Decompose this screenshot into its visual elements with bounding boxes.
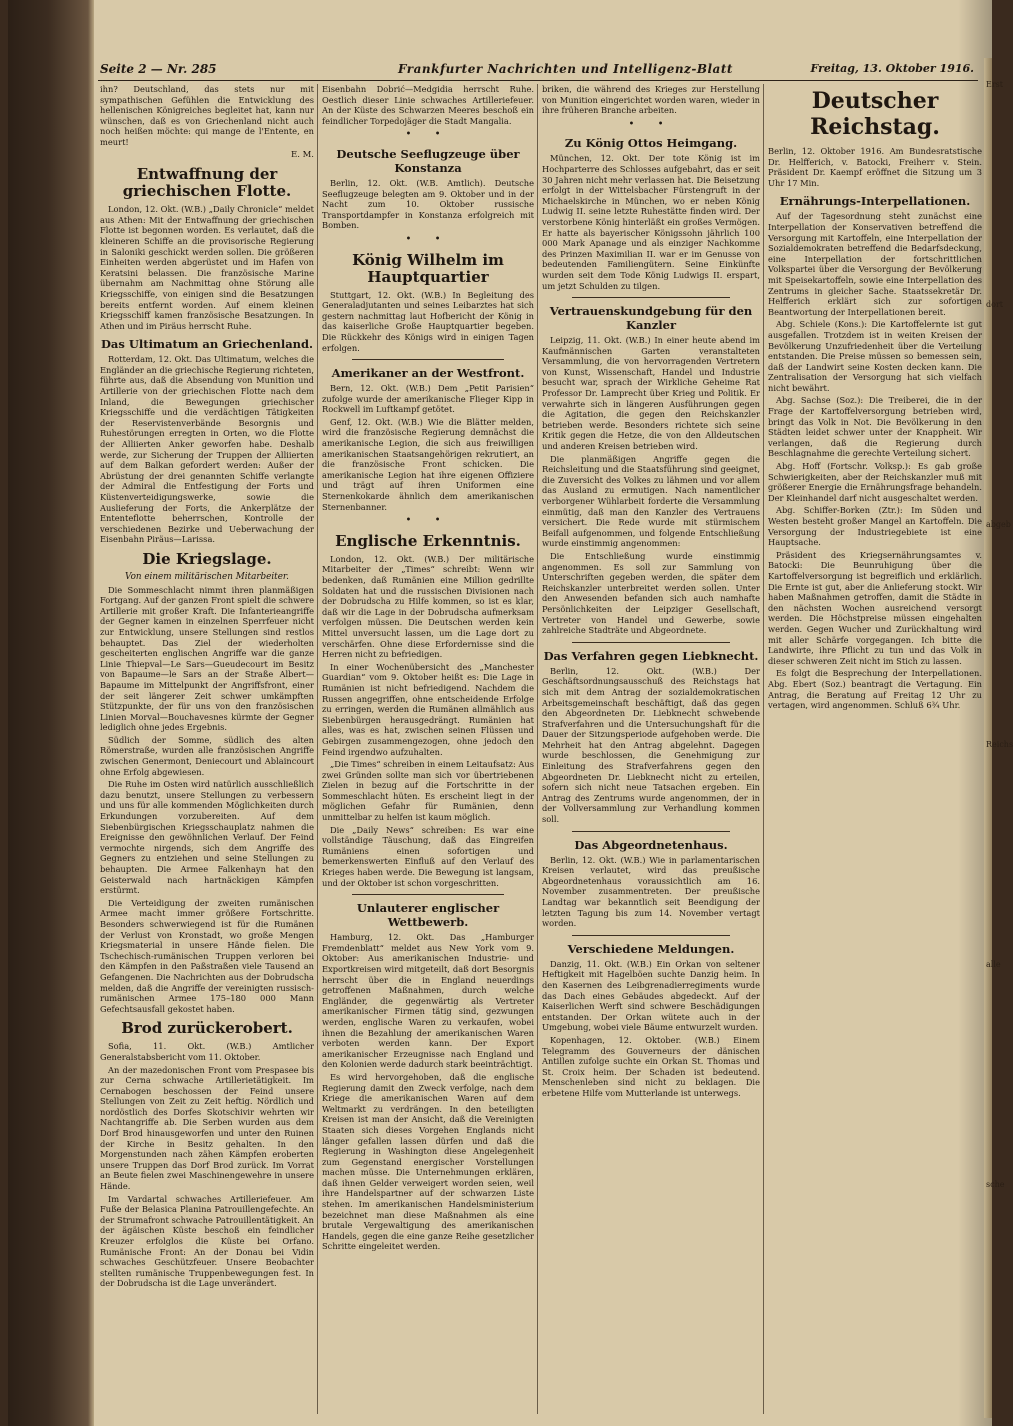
- edge-text-fragment: alle: [986, 960, 1001, 969]
- column-3: [542, 84, 760, 1414]
- section-divider: • •: [405, 233, 451, 245]
- article-text: Die planmäßigen Angriffe gegen die Reichsleitung und die Staatsführung sind geeignet, die Zuversicht des Volkes zu lähmen und vor allem das Ausland zu ermutigen. Nach namentlicher verborgener Wühlarbeit forderte die Versammlung einmütig, daß man den Kanzler des Vertrauens versichert. Die Rede wurde mit stürmischem Beifall aufgenommen, und folgende Entschließung wurde einstimmig angenommen:: [542, 453, 760, 549]
- article-text: Abg. Schiffer-Borken (Ztr.): Im Süden und Westen besteht großer Mangel an Kartoffeln. Die Versorgung der Industriegebiete ist eine Hauptsache.: [768, 505, 982, 548]
- article-text: München, 12. Okt. Der tote König ist im Hochparterre des Schlosses aufgebahrt, das er seit 30 Jahren nicht mehr verlassen hat. Die Beisetzung erfolgt in der Wittelsbacher Fürstengruft in der Michaelskirche in München, wo er neben König Ludwig II. seine letzte Ruhestätte finden wird. Der verstorbene König hinterläßt ein großes Vermögen. Er hatte als bayerischer Königssohn jährlich 100 000 Mark Apanage und als einziger Nachkomme des Prinzen Maximilian II. war er im Genusse von bedeutenden Familiengütern. Seine Einkünfte wurden seit dem Tode König Ludwigs II. erspart, um jetzt Schulden zu tilgen.: [542, 153, 760, 291]
- page-header: [98, 58, 978, 81]
- column-1: [100, 84, 314, 1414]
- headline-kriegslage: Die Kriegslage.: [142, 549, 272, 568]
- column-rule: [763, 84, 764, 1414]
- column-2: [322, 84, 534, 1414]
- headline-ernaehrungs-interpellationen: Ernährungs-Interpellationen.: [779, 194, 971, 209]
- article-signature: E. M.: [290, 149, 314, 160]
- article-text: Auf der Tagesordnung steht zunächst eine Interpellation der Konservativen betreffend die Versorgung mit Kartoffeln, eine Interpellation der Sozialdemokraten betreffend die Bedarfsdeckung, eine Interpellation der fortschrittlichen Volkspartei über die Versorgung der Bevölkerung mit Speisekartoffeln, sowie eine Interpellation des Zentrums in gleicher Sache. Staatssekretär Dr. Helfferich erklärt sich zur sofortigen Beantwortung der Interpellationen bereit.: [768, 211, 982, 317]
- article-text: Bern, 12. Okt. (W.B.) Dem „Petit Parisien“ zufolge wurde der amerikanische Flieger Kipp in Rockwell im Luftkampf getötet.: [322, 383, 534, 415]
- headline-koenig-otto: Zu König Ottos Heimgang.: [564, 136, 738, 151]
- headline-seeflugzeuge: Deutsche Seeflugzeuge über Konstanza: [336, 146, 520, 175]
- article-text: Abg. Hoff (Fortschr. Volksp.): Es gab große Schwierigkeiten, aber der Reichskanzler muß mit größerer Energie die Ernährungsfrage behandeln. Der Kleinhandel darf nicht ausgeschaltet werden.: [768, 461, 982, 503]
- article-text: Abg. Schiele (Kons.): Die Kartoffelernte ist gut ausgefallen. Trotzdem ist in weiten Kreisen der Bevölkerung Unzufriedenheit über die Verteilung entstanden. Die Preise müssen so bemessen sein, daß der Landwirt seine Kosten decken kann. Die Zentralisation der Versorgung hat sich vielfach nicht bewährt.: [768, 319, 982, 393]
- article-text: Die Sommeschlacht nimmt ihren planmäßigen Fortgang. Auf der ganzen Front spielt die schwere Artillerie mit großer Kraft. Die Infanterieangriffe der Gegner kamen in einzelnen Sperrfeuer nicht zur Entwicklung, unsere Stellungen sind restlos behauptet. Das Ziel der wiederholten gescheiterten englischen Angriffe war die ganze Linie Thiepval—Le Sars—Gueudecourt im Besitz von Bapaume—le Sars an der Straße Albert—Bapaume im Mittelpunkt der Angriffsfront, einer der seit längerer Zeit schwer umkämpften Stützpunkte, der für uns von den französischen Linien Morval—Bouchavesnes kürmte der Gegner lediglich ohne jedes Ergebnis.: [100, 584, 314, 733]
- edge-text-fragment: abgeb: [986, 520, 1011, 529]
- section-rule: [352, 359, 504, 360]
- section-divider: • •: [405, 515, 451, 527]
- book-binding: [8, 0, 94, 1426]
- section-rule: [352, 894, 504, 895]
- edge-text-fragment: Erst: [986, 80, 1003, 89]
- article-text: Eisenbahn Dobrić—Medgidia herrscht Ruhe. Oestlich dieser Linie schwaches Artilleriefeuer. An der Küste des Schwarzen Meeres beschoß ein feindlicher Torpedojäger die Stadt Mangalia.: [322, 84, 534, 126]
- article-text: Im Vardartal schwaches Artilleriefeuer. Am Fuße der Belasica Planina Patrouillengefechte. An der Strumafront schwache Patrouillentätigkeit. An der ägäischen Küste beschoß ein feindlicher Kreuzer erfolglos die Küste bei Orfano. Rumänische Front: An der Donau bei Vidin schwaches Geschützfeuer. Unsere Beobachter stellten rumänische Truppenbewegungen fest. In der Dobrudscha ist die Lage unverändert.: [100, 1193, 314, 1289]
- article-text: Sofia, 11. Okt. (W.B.) Amtlicher Generalstabsbericht vom 11. Oktober.: [100, 1041, 314, 1062]
- headline-verschiedene-meldungen: Verschiedene Meldungen.: [567, 941, 735, 956]
- header-newspaper-title: Frankfurter Nachrichten und Intelligenz-Blatt: [398, 62, 733, 76]
- edge-text-fragment: sche: [986, 1180, 1005, 1189]
- article-text: Berlin, 12. Oktober 1916. Am Bundesratstische Dr. Helfferich, v. Batocki, Freiherr v. Stein. Präsident Dr. Kaempf eröffnet die Sitzung um 3 Uhr 17 Min.: [768, 146, 982, 188]
- article-text: Berlin, 12. Okt. (W.B. Amtlich). Deutsche Seeflugzeuge belegten am 9. Oktober und in der Nacht zum 10. Oktober russische Transportdampfer in Konstanza erfolgreich mit Bomben.: [322, 177, 534, 231]
- article-text: Leipzig, 11. Okt. (W.B.) In einer heute abend im Kaufmännischen Garten veranstalteten Versammlung, die von hervorragenden Vertretern von Kunst, Wissenschaft, Handel und Industrie besucht war, sprach der Wirkliche Geheime Rat Professor Dr. Lamprecht über Krieg und Politik. Er verwahrte sich in längeren Ausführungen gegen die Agitation, die gegen den Reichskanzler betrieben werde. Besonders richtete sich seine Kritik gegen die Hetze, die von den Alldeutschen und anderen Kreisen betrieben wird.: [542, 335, 760, 452]
- article-text: Die Ruhe im Osten wird natürlich ausschließlich dazu benutzt, unsere Stellungen zu verbessern und uns für alle kommenden Möglichkeiten durch Erkundungen vorzubereiten. Auf dem Siebenbürgischen Kriegsschauplatz nahmen die Ereignisse den gewöhnlichen Verlauf. Der Feind vermochte nirgends, sich dem Angriffe des Gegners zu entziehen und seine Stellungen zu behaupten. Die Armee Falkenhayn hat den Geisterwald nach hartnäckigen Kämpfen erstürmt.: [100, 779, 314, 896]
- article-text: Berlin, 12. Okt. (W.B.) Wie in parlamentarischen Kreisen verlautet, wird das preußische Abgeordnetenhaus voraussichtlich am 16. November zusammentreten. Der preußische Landtag war bekanntlich seit Beendigung der letzten Tagung bis zum 14. November vertagt worden.: [542, 854, 760, 929]
- newspaper-page: [8, 0, 1013, 1426]
- article-text: Es wird hervorgehoben, daß die englische Regierung damit den Zweck verfolge, nach dem Kriege die amerikanischen Waren auf dem Weltmarkt zu verdrängen. In den beteiligten Kreisen ist man der Ansicht, daß die Vereinigten Staaten sich dieses Vorgehen Englands nicht länger gefallen lassen dürfen und daß die Regierung in Washington diese Angelegenheit zum Gegenstand energischer Vorstellungen machen müsse. Die Unternehmungen erklären, daß ihnen Gelder verweigert worden seien, weil ihre Handelspartner auf der schwarzen Liste stehen. Im amerikanischen Handelsministerium bezeichnet man diese Maßnahmen als eine brutale Vergewaltigung des amerikanischen Handels, gegen die eine ganze Reihe gesetzlicher Schritte eingeleitet werden.: [322, 1071, 534, 1252]
- section-rule: [572, 935, 730, 936]
- headline-abgeordnetenhaus: Das Abgeordnetenhaus.: [574, 837, 728, 852]
- article-text: Genf, 12. Okt. (W.B.) Wie die Blätter melden, wird die französische Regierung demnächst die amerikanische Legion, die sich aus freiwilligen amerikanischen Staatsangehörigen rekrutiert, an die französische Front schicken. Die amerikanische Legion hat ihre eigenen Offiziere und trägt auf ihren Uniformen eine Sternenkokarde ähnlich dem amerikanischen Sternenbanner.: [322, 416, 534, 512]
- article-text: Kopenhagen, 12. Oktober. (W.B.) Einem Telegramm des Gouverneurs der dänischen Antillen zufolge suchte ein Orkan St. Thomas und St. Croix heim. Der Schaden ist bedeutend. Menschenleben sind nicht zu beklagen. Die erbetene Hilfe vom Mutterlande ist unterwegs.: [542, 1034, 760, 1098]
- article-text: Die Verteidigung der zweiten rumänischen Armee macht immer größere Fortschritte. Besonders schwerwiegend ist für die Rumänen der Verlust von Kronstadt, wo große Mengen Kriegsmaterial in unsere Hände fielen. Die Tschechisch-rumänischen Truppen verloren bei den Kämpfen in den Paßstraßen viele Tausend an Gefangenen. Die Nachrichten aus der Dobrudscha melden, daß die Angriffe der vereinigten russisch-rumänischen Armee 175–180 000 Mann Gefechtsausfall gekostet haben.: [100, 897, 314, 1014]
- article-text: briken, die während des Krieges zur Herstellung von Munition eingerichtet worden waren, wieder in ihre früheren Branche arbeiten.: [542, 84, 760, 116]
- headline-koenig-wilhelm: König Wilhelm im Hauptquartier: [352, 250, 504, 286]
- headline-ultimatum: Das Ultimatum an Griechenland.: [100, 337, 314, 352]
- column-rule: [317, 84, 318, 1414]
- headline-englische-erkenntnis: Englische Erkenntnis.: [335, 531, 521, 550]
- article-text: „Die Times“ schreiben in einem Leitaufsatz: Aus zwei Gründen sollte man sich vor übertriebenen Zielen in bezug auf die Fortschritte in der Sommeschlacht hüten. Es erscheint liegt in der möglichen Gefahr für Rumänien, denn unmittelbar zu helfen ist kaum möglich.: [322, 759, 534, 823]
- section-divider: • •: [628, 118, 674, 130]
- section-divider: • •: [405, 129, 451, 141]
- article-text: An der mazedonischen Front vom Prespasee bis zur Cerna schwache Artillerietätigkeit. Im Cernabogen beschossen der Feind unsere Stellungen von Zeit zu Zeit heftig. Nördlich und nordöstlich des Dorfes Skotschivir wehrten wir Nachtangriffe ab. Die Serben wurden aus dem Dorf Brod hinausgeworfen und unter den Ruinen der Kirche in Besitz gehalten. In den Morgenstunden nach zähen Kämpfen eroberten unsere Truppen das Dorf Brod zurück. Im Vorrat an Beute fielen zwei Maschinengewehre in unsere Hände.: [100, 1064, 314, 1192]
- header-page-number: Seite 2 — Nr. 285: [100, 62, 217, 76]
- headline-liebknecht: Das Verfahren gegen Liebknecht.: [543, 648, 759, 663]
- section-rule: [572, 642, 730, 643]
- headline-amerikaner: Amerikaner an der Westfront.: [331, 366, 525, 381]
- header-date: Freitag, 13. Oktober 1916.: [810, 62, 974, 75]
- headline-brod: Brod zurückerobert.: [121, 1019, 293, 1038]
- article-text: ihn? Deutschland, das stets nur mit sympathischen Gefühlen die Entwicklung des hellenischen Königreiches begleitet hat, kann nur wünschen, daß es von Griechenland nicht auch noch heißen möchte: qui mange de l'Entente, en meurt!: [100, 84, 314, 147]
- article-text: Abg. Sachse (Soz.): Die Treiberei, die in der Frage der Kartoffelversorgung betrieben wird, bringt das Volk in Not. Die Bevölkerung in den Städten leidet schwer unter der Knappheit. Wir verlangen, daß die Regierung durch Beschlagnahme die gerechte Verteilung sichert.: [768, 395, 982, 459]
- article-text: London, 12. Okt. (W.B.) „Daily Chronicle“ meldet aus Athen: Mit der Entwaffnung der griechischen Flotte ist begonnen worden. Es verlautet, daß die kleineren Schiffe an die provisorische Regierung in Saloniki geschickt werden sollen. Die größeren Einheiten werden abgerüstet und im Hafen von Keratsini belassen. Die französische Marine übernahm am Nachmittag ohne Störung alle Kriegsschiffe, von einigen sind die Besatzungen bereits entfernt worden. Auf einem kleinen Kriegsschiff kamen französische Besatzungen. In Athen und im Piräus herrscht Ruhe.: [100, 204, 314, 331]
- article-text: London, 12. Okt. (W.B.) Der militärische Mitarbeiter der „Times“ schreibt: Wenn wir bedenken, daß Rumänien eine Million gedrillte Soldaten hat und die russischen Divisionen nach der Dobrudscha zu Hilfe kommen, so ist es klar, daß wir die Lage in der Dobrudscha aufmerksam verfolgen müssen. Die Deutschen werden kein Mittel unversucht lassen, um die Lage dort zu verschärfen. Ohne diese Erfordernisse sind die Herren nicht zu befriedigen.: [322, 553, 534, 660]
- headline-vertrauenskundgebung: Vertrauenskundgebung für den Kanzler: [549, 304, 753, 333]
- article-text: Präsident des Kriegsernährungsamtes v. Batocki: Die Beunruhigung über die Kartoffelversorgung ist begreiflich und erklärlich. Die Ernte ist gut, aber die Anlieferung stockt. Wir haben Maßnahmen getroffen, damit die Städte in den nächsten Wochen ausreichend versorgt werden. Die Höchstpreise müssen eingehalten werden. Gegen Wucher und Zurückhaltung wird mit aller Schärfe vorgegangen. Ich bitte die Landwirte, ihre Pflicht zu tun und das Volk in dieser schweren Zeit nicht im Stich zu lassen.: [768, 549, 982, 666]
- section-rule: [572, 297, 730, 298]
- edge-text-fragment: Reichs: [986, 740, 1013, 749]
- article-text: Die Entschließung wurde einstimmig angenommen. Es soll zur Sammlung von Unterschriften gegeben werden, die später dem Reichskanzler unterbreitet werden sollen. Unter den Anwesenden befanden sich auch namhafte Persönlichkeiten der Leipziger Gesellschaft, Vertreter von Handel und Gewerbe, sowie zahlreiche Stadträte und Abgeordnete.: [542, 550, 760, 636]
- column-4: [768, 84, 982, 1414]
- headline-entwaffnung: Entwaffnung der griechischen Flotte.: [122, 165, 292, 201]
- article-text: Es folgt die Besprechung der Interpellationen. Abg. Ebert (Soz.) beantragt die Vertagung. Ein Antrag, die Beratung auf Freitag 12 Uhr zu vertagen, wird angenommen. Schluß 6¾ Uhr.: [768, 668, 982, 711]
- article-text: In einer Wochenübersicht des „Manchester Guardian“ vom 9. Oktober heißt es: Die Lage in Rumänien ist nicht befriedigend. Nachdem die Russen angegriffen, ohne entscheidende Erfolge zu erringen, werden die Rumänen allmählich aus Siebenbürgen herausgedrängt. Rumänien hat alles, was es hat, zwischen seinen Flüssen und Gebirgen zusammengezogen, ohne jedoch den Feind irgendwo aufzuhalten.: [322, 661, 534, 757]
- byline: Von einem militärischen Mitarbeiter.: [125, 571, 289, 582]
- section-rule: [572, 831, 730, 832]
- article-text: Berlin, 12. Okt. (W.B.) Der Geschäftsordnungsausschuß des Reichstags hat sich mit dem Antrag der sozialdemokratischen Arbeitsgemeinschaft beschäftigt, daß das gegen den Abgeordneten Dr. Liebknecht schwebende Strafverfahren und die Untersuchungshaft für die Dauer der Sitzungsperiode aufgehoben werde. Die Mehrheit hat den Antrag abgelehnt. Dagegen wurde beschlossen, die Genehmigung zur Einleitung des Strafverfahrens gegen den Abgeordneten Dr. Liebknecht nicht zu erteilen, sofern sich nicht neue Tatsachen ergeben. Ein Antrag des Zentrums wurde angenommen, der in der Vollversammlung zur Verhandlung kommen soll.: [542, 665, 760, 825]
- article-text: Hamburg, 12. Okt. Das „Hamburger Fremdenblatt“ meldet aus New York vom 9. Oktober: Aus amerikanischen Industrie- und Exportkreisen wird mitgeteilt, daß dort Besorgnis herrscht über die in England neuerdings getroffenen Maßnahmen, durch welche Engländer, die gegenwärtig als Vertreter amerikanischer Firmen tätig sind, gezwungen werden, englische Waren zu verkaufen, wobei ihnen die Bezahlung der amerikanischen Waren verboten werden kann. Der Export amerikanischer Erzeugnisse nach England und den Kolonien werde dadurch stark beeinträchtigt.: [322, 932, 534, 1070]
- column-rule: [537, 84, 538, 1414]
- article-text: Südlich der Somme, südlich des alten Römerstraße, wurden alle französischen Angriffe zwischen Genermont, Deniecourt und Ablaincourt ohne Erfolg abgewiesen.: [100, 734, 314, 777]
- edge-text-fragment: dort: [986, 300, 1003, 309]
- article-text: Danzig, 11. Okt. (W.B.) Ein Orkan von seltener Heftigkeit mit Hagelböen suchte Danzig heim. In den Kasernen des Leibgrenadierregiments wurde das Dach eines Gebäudes abgedeckt. Auf der Kaiserlichen Werft sind schwere Beschädigungen entstanden. Der Orkan wütete auch in der Umgebung, wobei viele Bäume entwurzelt wurden.: [542, 958, 760, 1033]
- headline-unlauterer-wettbewerb: Unlauterer englischer Wettbewerb.: [356, 901, 500, 930]
- article-text: Stuttgart, 12. Okt. (W.B.) In Begleitung des Generaladjutanten und seines Leibarztes hat sich gestern nachmittag laut Hofbericht der König in das kaiserliche Große Hauptquartier begeben. Die Rückkehr des Königs wird in einigen Tagen erfolgen.: [322, 289, 534, 353]
- article-text: Rotterdam, 12. Okt. Das Ultimatum, welches die Engländer an die griechische Regierung richteten, führte aus, daß die Absendung von Munition und Artillerie von der griechischen Flotte nach dem Inland, die Bewegungen griechischer Kriegsschiffe und die verdächtigen Tätigkeiten der Reservistenverbände Besorgnis und Ruhestörungen erregten in Orten, wo die Flotte der Alliierten Anker geworfen habe. Deshalb werde, zur Sicherung der Truppen der Alliierten auf dem Balkan gefordert werden: Außer der Abrüstung der drei genannten Schiffe verlangte der Admiral die Entfestigung der Forts und Küstenverteidigungswerke, sowie die Auslieferung der Forts, die Ankerplätze der Ententeflotte beherrschen, Kontrolle der verschiedenen Bezirke und Ueberwachung der Eisenbahn Piräus—Larissa.: [100, 354, 314, 545]
- headline-deutscher-reichstag: Deutscher Reichstag.: [810, 88, 940, 140]
- article-text: Die „Daily News“ schreiben: Es war eine vollständige Täuschung, daß das Eingreifen Rumäniens einen sofortigen und bemerkenswerten Einfluß auf den Verlauf des Krieges haben werde. Die Bewegung ist langsam, und der Oktober ist schon vorgeschritten.: [322, 824, 534, 888]
